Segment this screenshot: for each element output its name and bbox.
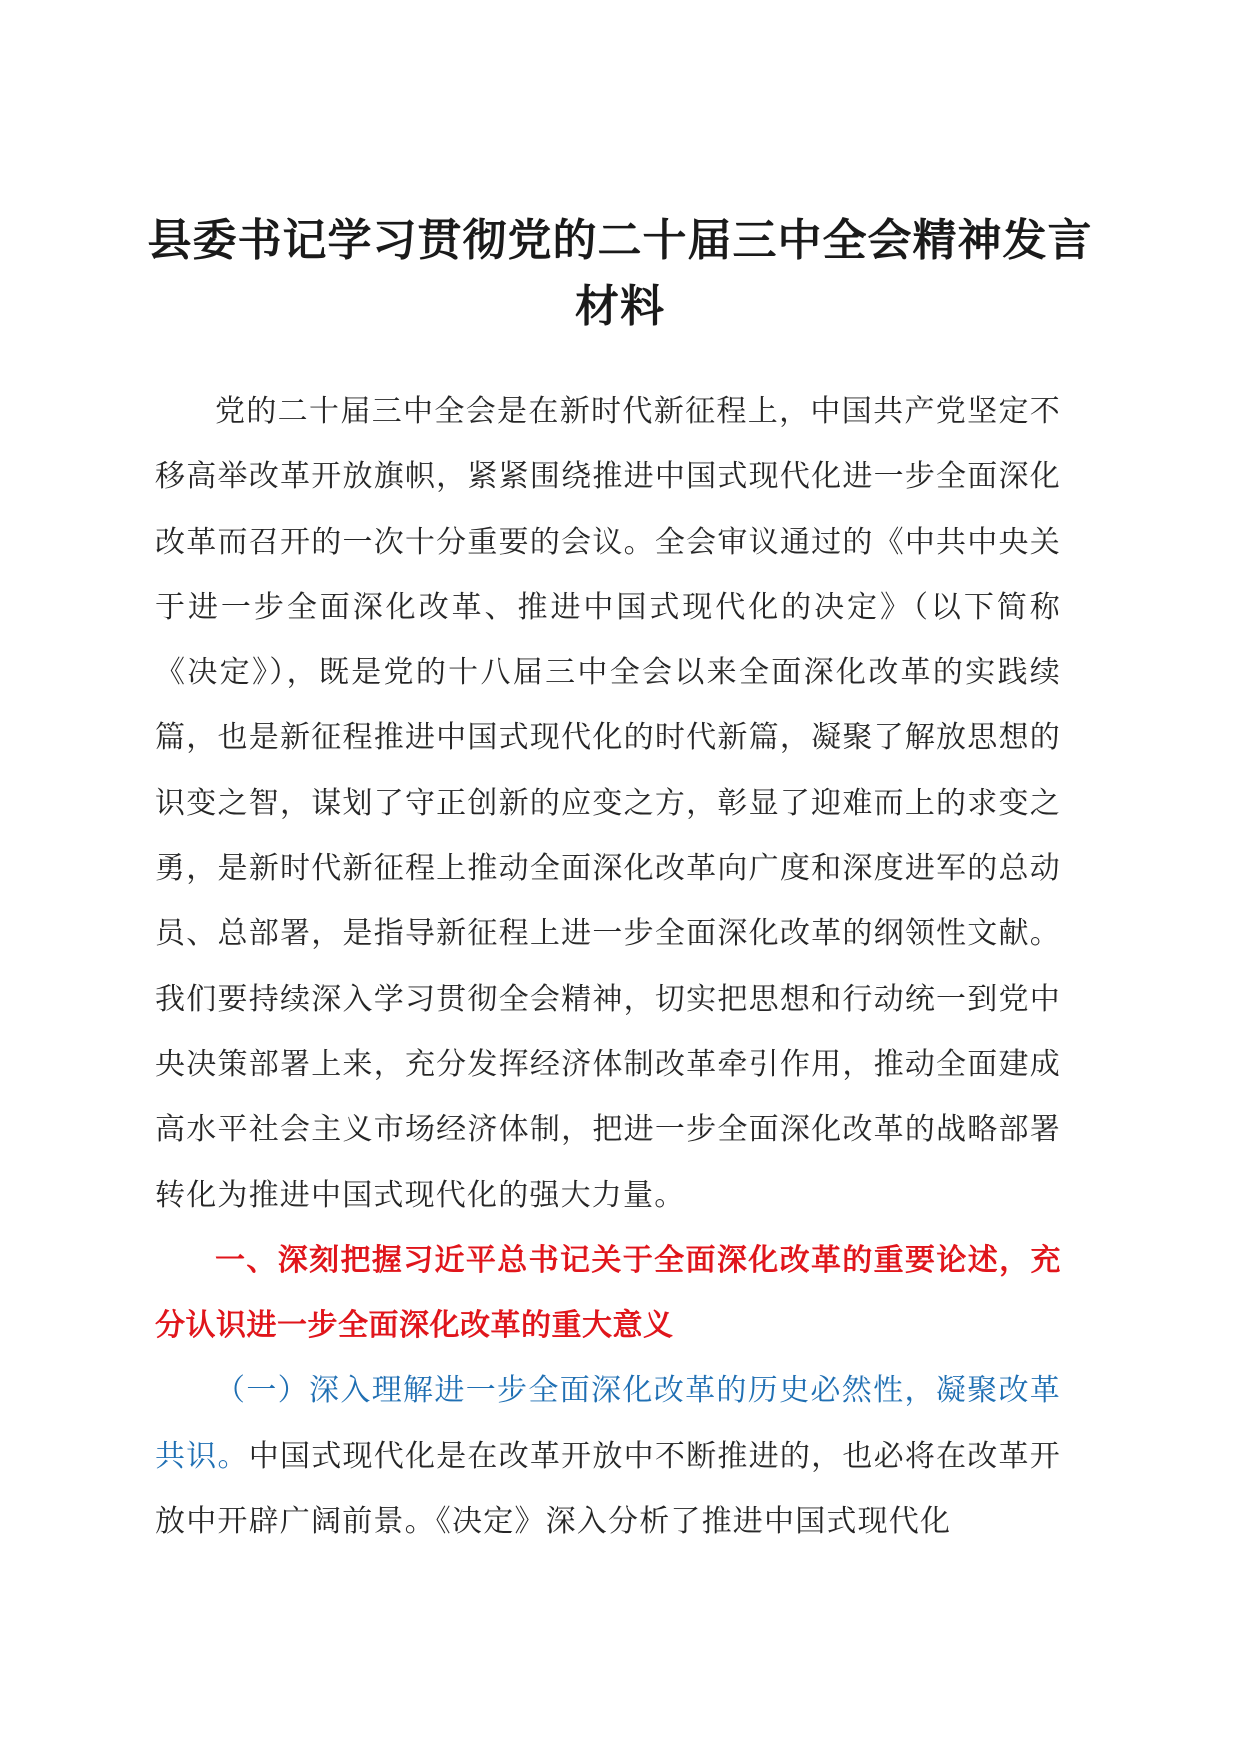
subsection-body-1: 中国式现代化是在改革开放中不断推进的，也必将在改革开放中开辟广阔前景。《决定》深入分析了推进中国式现代化 (155, 1438, 1061, 1540)
document-title: 县委书记学习贯彻党的二十届三中全会精神发言材料 (147, 215, 1093, 332)
subsection-paragraph-1 (155, 1358, 1061, 1554)
intro-paragraph: 党的二十届三中全会是在新时代新征程上，中国共产党坚定不移高举改革开放旗帜，紧紧围绕推进中国式现代化进一步全面深化改革而召开的一次十分重要的会议。全会审议通过的《中共中央关于进一步全面深化改革、推进中国式现代化的决定》（以下简称《决定》），既是党的十八届三中全会以来全面深化改革的实践续篇，也是新征程推进中国式现代化的时代新篇，凝聚了解放思想的识变之智，谋划了守正创新的应变之方，彰显了迎难而上的求变之勇，是新时代新征程上推动全面深化改革向广度和深度进军的总动员、总部署，是指导新征程上进一步全面深化改革的纲领性文献。我们要持续深入学习贯彻全会精神，切实把思想和行动统一到党中央决策部署上来，充分发挥经济体制改革牵引作用，推动全面建成高水平社会主义市场经济体制，把进一步全面深化改革的战略部署转化为推进中国式现代化的强大力量。 (155, 394, 1061, 1213)
subsection-heading-1: （一）深入理解进一步全面深化改革的历史必然性，凝聚改革共识。 (155, 1373, 1061, 1474)
document-body (155, 379, 1061, 1554)
section-heading-1: 一、深刻把握习近平总书记关于全面深化改革的重要论述，充分认识进一步全面深化改革的重大意义 (155, 1242, 1061, 1344)
